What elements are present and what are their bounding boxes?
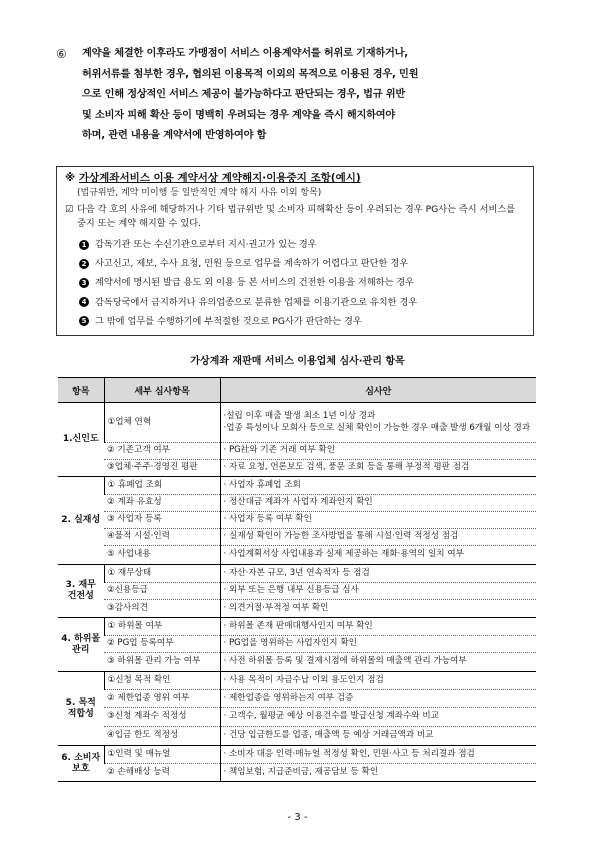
review-plan-cell: · 정산대금 계좌가 사업자 계좌인지 확인 (220, 495, 536, 512)
review-plan-cell: · 건당 입금한도를 업종, 매출액 등 예상 거래금액과 비교 (220, 727, 536, 746)
review-plan-cell: · 사업자 휴폐업 조회 (220, 477, 536, 495)
example-box-title (65, 171, 525, 186)
table-row (58, 672, 536, 690)
review-plan-cell: · 사업자 등록 여부 확인 (220, 512, 536, 529)
list-item (79, 254, 525, 273)
list-item (79, 273, 525, 292)
number-circle-icon: 4 (79, 297, 89, 307)
review-table (58, 377, 536, 782)
clause-number: ⑥ (56, 47, 67, 61)
list-item-text: 사고신고, 제보, 수사 요청, 민원 등으로 업무를 계속하기 어렵다고 판단한 경우 (95, 258, 409, 270)
list-item-text: 감독기관 또는 수신기관으로부터 지시·권고가 있는 경우 (95, 239, 317, 250)
detail-item-cell: ② PG업 등록여부 (104, 636, 220, 653)
example-box-subtitle: (법규위반, 계약 미이행 등 일반적인 계약 해지 사유 이외 항목) (77, 188, 322, 198)
review-plan-cell: · 사업계획서상 사업내용과 실제 제공하는 재화·용역의 일치 여부 (220, 546, 536, 565)
table-row (58, 653, 536, 672)
table-row (58, 764, 536, 782)
detail-item-cell: ③감사의견 (104, 600, 220, 618)
clause-paragraph (56, 44, 546, 147)
review-plan-cell: · 고객수, 월평균 예상 이용건수를 발급신청 계좌수와 비교 (220, 708, 536, 727)
review-plan-cell: · 실재성 확인이 가능한 조사방법을 통해 시설·인력 적정성 점검 (220, 529, 536, 546)
example-box-check-paragraph (65, 203, 525, 231)
review-plan-cell: · 의견거절·부적정 여부 확인 (220, 600, 536, 618)
table-row (58, 495, 536, 512)
list-item (79, 235, 525, 254)
detail-item-cell: ①신청 목적 확인 (104, 672, 220, 690)
page-number: - 3 - (287, 812, 308, 823)
review-plan-cell: · 외부 또는 은행 내부 신용등급 심사 (220, 583, 536, 600)
review-table-body (58, 403, 536, 782)
detail-item-cell: ① 재무상태 (104, 565, 220, 583)
detail-item-cell: ① 휴폐업 조회 (104, 477, 220, 495)
reference-mark: ※ (65, 172, 79, 184)
detail-item-cell: ③ 하위몰 관리 가능 여부 (104, 653, 220, 672)
review-plan-cell: · 사전 하위몰 등록 및 결제시점에 하위몰의 매출액 관리 가능여부 (220, 653, 536, 672)
detail-item-cell: ①인력 및 매뉴얼 (104, 746, 220, 764)
table-row (58, 636, 536, 653)
category-cell: 5. 목적 적합성 (58, 672, 104, 746)
clause-line: 계약을 체결한 이후라도 가맹점이 서비스 이용계약서를 허위로 기재하거나, (82, 48, 408, 59)
review-plan-cell: · 하위몰 존재 판매대행사인지 여부 확인 (220, 618, 536, 636)
clause-line: 하며, 관련 내용을 계약서에 반영하여야 함 (82, 130, 267, 141)
category-cell: 3. 재무 건전성 (58, 565, 104, 618)
detail-item-cell: ③신청 계좌수 적정성 (104, 708, 220, 727)
list-item (79, 312, 525, 331)
review-plan-cell: · PG업을 영위하는 사업자인지 확인 (220, 636, 536, 653)
detail-item-cell: ①업체 연혁 (104, 403, 220, 443)
review-plan-cell: ·설립 이후 매출 발생 최소 1년 이상 경과 ·업종 특성이나 모회사 등으로 실체 확인이 가능한 경우 매출 발생 6개월 이상 경과 (220, 403, 536, 443)
detail-item-cell: ③업체·주주·경영진 평판 (104, 460, 220, 477)
review-plan-cell: · 소비자 대응 인력·매뉴얼 적정성 확인, 민원·사고 등 처리결과 점검 (220, 746, 536, 764)
detail-item-cell: ②신용등급 (104, 583, 220, 600)
example-box-items (79, 235, 525, 331)
review-plan-cell: · 사용 목적이 자금수납 이외 용도인지 점검 (220, 672, 536, 690)
detail-item-cell: ② 손해배상 능력 (104, 764, 220, 782)
table-row (58, 529, 536, 546)
list-item (79, 293, 525, 312)
table-row (58, 477, 536, 495)
header-review-plan: 심사안 (220, 378, 536, 403)
list-item-text: 계약서에 명시된 발급 용도 외 이용 등 본 서비스의 건전한 이용을 저해하는 경우 (95, 277, 415, 289)
table-row (58, 708, 536, 727)
table-row (58, 600, 536, 618)
header-detail-item: 세부 심사항목 (104, 378, 220, 403)
detail-item-cell: ① 하위몰 여부 (104, 618, 220, 636)
table-row (58, 460, 536, 477)
category-cell: 2. 실재성 (58, 477, 104, 565)
checkbox-checked-icon: ☑ (65, 204, 74, 215)
table-row (58, 512, 536, 529)
table-row (58, 403, 536, 443)
clause-line: 으로 인해 정상적인 서비스 제공이 불가능하다고 판단되는 경우, 법규 위반 (82, 89, 406, 100)
category-cell: 4. 하위몰 관리 (58, 618, 104, 672)
review-plan-cell: · PG社와 기존 거래 여부 확인 (220, 443, 536, 460)
table-row (58, 565, 536, 583)
detail-item-cell: ⑤ 사업내용 (104, 546, 220, 565)
table-row (58, 690, 536, 708)
table-header-row (58, 378, 536, 403)
review-plan-cell: · 책임보험, 지급준비금, 제공담보 등 확인 (220, 764, 536, 782)
review-plan-cell: · 제한업종을 영위하는지 여부 검증 (220, 690, 536, 708)
table-row (58, 583, 536, 600)
review-plan-cell: · 자산·자본 규모, 3년 연속적자 등 점검 (220, 565, 536, 583)
table-row (58, 443, 536, 460)
header-category: 항목 (58, 378, 104, 403)
number-circle-icon: 2 (79, 259, 89, 269)
detail-item-cell: ④입금 한도 적정성 (104, 727, 220, 746)
review-plan-cell: · 자료 요청, 언론보도 검색, 풍문 조회 등을 통해 부정적 평판 점검 (220, 460, 536, 477)
table-row (58, 546, 536, 565)
table-row (58, 727, 536, 746)
number-circle-icon: 5 (79, 316, 89, 326)
clause-line: 및 소비자 피해 확산 등이 명백히 우려되는 경우 계약을 즉시 해지하여야 (82, 109, 396, 121)
table-row (58, 746, 536, 764)
detail-item-cell: ④물적 시설·인력 (104, 529, 220, 546)
clause-lines (82, 44, 546, 147)
detail-item-cell: ② 계좌 유효성 (104, 495, 220, 512)
category-cell: 6. 소비자 보호 (58, 746, 104, 782)
number-circle-icon: 3 (79, 278, 89, 288)
example-box (56, 166, 534, 336)
detail-item-cell: ③ 사업자 등록 (104, 512, 220, 529)
example-box-check-text: 다음 각 호의 사유에 해당하거나 기타 법규위반 및 소비자 피해확산 등이 우려되는 경우 PG사는 즉시 서비스를 중지 또는 계약 해지할 수 있다. (77, 204, 516, 229)
list-item-text: 감독당국에서 금지하거나 유의업종으로 분류한 업체를 이용기관으로 유치한 경우 (95, 296, 418, 308)
table-title: 가상계좌 재판매 서비스 이용업체 심사·관리 항목 (190, 356, 405, 367)
category-cell: 1.신인도 (58, 403, 104, 477)
clause-line: 허위서류를 첨부한 경우, 협의된 이용목적 이외의 목적으로 이용된 경우, 민원 (82, 68, 419, 80)
detail-item-cell: ② 기존고객 여부 (104, 443, 220, 460)
number-circle-icon: 1 (79, 240, 89, 250)
table-row (58, 618, 536, 636)
detail-item-cell: ② 제한업종 영위 여부 (104, 690, 220, 708)
list-item-text: 그 밖에 업무를 수행하기에 부적절한 것으로 PG사가 판단하는 경우 (95, 315, 362, 327)
example-box-title-text: 가상계좌서비스 이용 계약서상 계약해지·이용중지 조항(예시) (78, 172, 361, 184)
